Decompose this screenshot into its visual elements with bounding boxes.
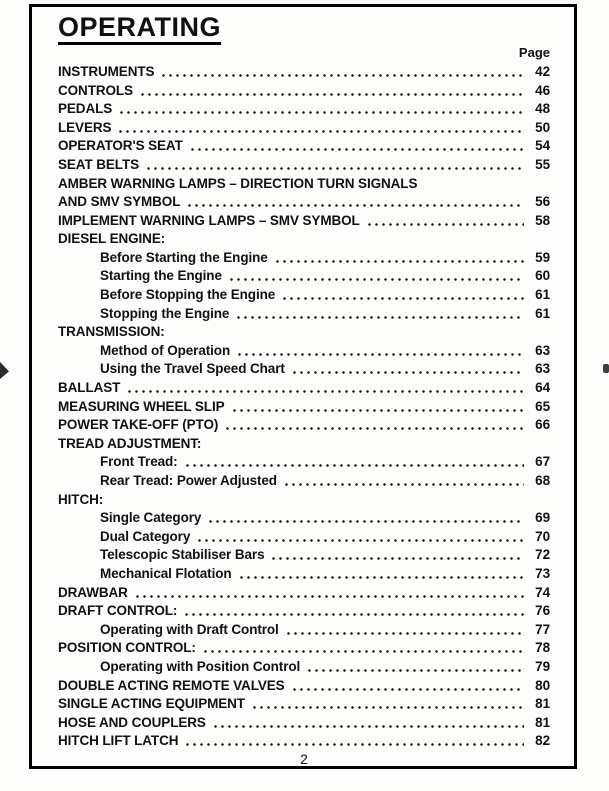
toc-entry-page: 80 (535, 677, 550, 693)
toc-entry (58, 377, 550, 396)
dot-leader (145, 167, 524, 170)
toc-entry (58, 303, 550, 322)
toc-entry-label: DOUBLE ACTING REMOTE VALVES (58, 677, 285, 693)
dot-leader (235, 316, 524, 319)
footer-page-number: 2 (300, 751, 308, 768)
toc-entry (58, 117, 550, 136)
toc-entry-page: 54 (535, 138, 550, 154)
toc-entry-page: 79 (535, 658, 550, 674)
toc-entry (58, 452, 550, 471)
toc-entry-page: 78 (535, 640, 550, 656)
dot-leader (283, 483, 524, 486)
dot-leader (270, 557, 524, 560)
dot-leader (117, 130, 524, 133)
page-title: OPERATING (58, 13, 221, 45)
toc-entry-label: DIESEL ENGINE: (58, 231, 166, 247)
toc-entry-page: 61 (535, 287, 550, 303)
dot-leader (224, 427, 524, 430)
dot-leader (160, 74, 524, 77)
toc-entry-page: 63 (535, 342, 550, 358)
toc-entry (58, 619, 550, 638)
toc-entry (58, 61, 550, 80)
dot-leader (281, 297, 524, 300)
toc-entry (58, 322, 550, 341)
toc-entry-label: POWER TAKE-OFF (PTO) (58, 417, 219, 433)
dot-leader (171, 334, 524, 337)
scan-artifact (603, 364, 609, 373)
toc-entry (58, 229, 550, 248)
page-border-frame (29, 4, 577, 769)
toc-entry (58, 712, 550, 731)
toc-entry-label: SEAT BELTS (58, 156, 140, 172)
toc-entry (58, 694, 550, 713)
toc-entry (58, 489, 550, 508)
toc-entry-label: BALLAST (58, 380, 121, 396)
page-title-wrap (58, 13, 550, 45)
dot-leader (423, 186, 524, 189)
toc-entry-page: 81 (535, 696, 550, 712)
toc-entry-label: POSITION CONTROL: (58, 640, 196, 656)
page-column-header: Page (518, 45, 550, 61)
toc-entry-label: Stopping the Engine (100, 305, 230, 321)
toc-entry-label: Single Category (100, 510, 202, 526)
toc-entry-page: 67 (535, 454, 550, 470)
toc-entry-page: 73 (535, 565, 550, 581)
toc-entry-page: 69 (535, 510, 550, 526)
toc-entry-page: 68 (535, 473, 550, 488)
toc-entry (58, 508, 550, 527)
toc-entry (58, 563, 550, 582)
dot-leader (251, 706, 524, 709)
toc-entry-label: HOSE AND COUPLERS (58, 714, 206, 730)
toc-entry (58, 582, 550, 601)
toc-entry (58, 154, 550, 173)
dot-leader (291, 371, 524, 374)
dot-leader (274, 260, 524, 263)
toc-entry-label: DRAFT CONTROL: (58, 603, 178, 619)
dot-leader (126, 390, 524, 393)
dot-leader (238, 576, 524, 579)
toc-entry-label: LEVERS (58, 119, 112, 135)
dot-leader (212, 725, 524, 728)
toc-entry (58, 359, 550, 378)
table-of-contents (58, 61, 550, 749)
toc-entry-label: OPERATOR'S SEAT (58, 138, 183, 154)
toc-entry-label: Telescopic Stabiliser Bars (100, 547, 265, 563)
dot-leader (186, 204, 524, 207)
toc-entry-label: Mechanical Flotation (100, 565, 232, 581)
dot-leader (196, 539, 524, 542)
toc-entry (58, 210, 550, 229)
toc-entry (58, 284, 550, 303)
dot-leader (306, 669, 524, 672)
toc-entry (58, 173, 550, 192)
toc-entry-page: 59 (535, 249, 550, 265)
toc-entry-label: CONTROLS (58, 82, 133, 98)
toc-entry (58, 247, 550, 266)
toc-entry-label: Dual Category (100, 528, 191, 544)
dot-leader (118, 111, 524, 114)
toc-entry-page: 42 (535, 63, 550, 79)
toc-entry-label: Operating with Position Control (100, 658, 301, 674)
toc-entry-label: PEDALS (58, 101, 113, 117)
toc-entry-page: 82 (535, 733, 550, 749)
toc-entry (58, 545, 550, 564)
toc-entry (58, 136, 550, 155)
dot-leader (134, 595, 524, 598)
toc-entry-label: HITCH LIFT LATCH (58, 733, 179, 749)
toc-entry-page: 50 (535, 119, 550, 135)
toc-entry-label: Using the Travel Speed Chart (100, 361, 285, 377)
toc-entry (58, 396, 550, 415)
toc-entry (58, 80, 550, 99)
toc-entry-page: 74 (535, 584, 550, 600)
toc-entry-label: Operating with Draft Control (100, 621, 279, 637)
toc-entry-label: INSTRUMENTS (58, 63, 155, 79)
dot-leader (285, 632, 524, 635)
dot-leader (231, 409, 524, 412)
toc-entry-label: DRAWBAR (58, 584, 128, 600)
toc-entry (58, 526, 550, 545)
scan-artifact (0, 362, 9, 379)
toc-entry-page: 56 (535, 194, 550, 210)
toc-entry-page: 61 (535, 305, 550, 321)
toc-entry-page: 81 (535, 714, 550, 730)
toc-entry-page: 48 (535, 101, 550, 117)
toc-entry (58, 470, 550, 489)
toc-entry-page: 76 (535, 603, 550, 619)
dot-leader (202, 650, 524, 653)
toc-entry (58, 340, 550, 359)
toc-entry-label: AND SMV SYMBOL (58, 194, 181, 210)
toc-entry-label: Method of Operation (100, 342, 231, 358)
toc-entry (58, 433, 550, 452)
dot-leader (207, 520, 524, 523)
toc-entry-page: 77 (535, 621, 550, 637)
dot-leader (184, 743, 524, 746)
toc-entry-page: 58 (535, 212, 550, 228)
toc-entry (58, 266, 550, 285)
dot-leader (139, 93, 524, 96)
toc-entry (58, 731, 550, 750)
dot-leader (171, 241, 524, 244)
toc-entry-label: IMPLEMENT WARNING LAMPS – SMV SYMBOL (58, 212, 360, 228)
dot-leader (207, 446, 524, 449)
toc-entry-label: Front Tread: (100, 454, 178, 470)
toc-entry-label: TRANSMISSION: (58, 324, 165, 340)
toc-entry (58, 415, 550, 434)
toc-entry-label: Before Starting the Engine (100, 249, 268, 265)
toc-entry-label: HITCH: (58, 491, 104, 507)
toc-entry-page: 60 (535, 268, 550, 284)
toc-entry-page: 46 (535, 82, 550, 98)
dot-leader (236, 353, 524, 356)
toc-entry-label: Starting the Engine (100, 268, 222, 284)
dot-leader (366, 223, 524, 226)
toc-entry-page: 55 (535, 156, 550, 172)
dot-leader (184, 464, 524, 467)
toc-entry-label: Rear Tread: Power Adjusted (100, 473, 277, 488)
toc-entry-label: TREAD ADJUSTMENT: (58, 435, 202, 451)
toc-entry-label: SINGLE ACTING EQUIPMENT (58, 696, 245, 712)
dot-leader (189, 148, 524, 151)
toc-entry-page: 66 (535, 417, 550, 433)
toc-entry (58, 99, 550, 118)
toc-entry-page: 65 (535, 398, 550, 414)
toc-entry-label: MEASURING WHEEL SLIP (58, 398, 225, 414)
toc-entry (58, 675, 550, 694)
dot-leader (291, 688, 524, 691)
toc-entry (58, 638, 550, 657)
toc-entry (58, 192, 550, 211)
toc-entry-page: 64 (535, 380, 550, 396)
toc-entry-label: Before Stopping the Engine (100, 287, 276, 303)
toc-entry (58, 656, 550, 675)
toc-entry-label: AMBER WARNING LAMPS – DIRECTION TURN SIGNALS (58, 175, 418, 191)
toc-entry-page: 70 (535, 528, 550, 544)
toc-entry-page: 72 (535, 547, 550, 563)
toc-entry-page: 63 (535, 361, 550, 377)
dot-leader (228, 278, 524, 281)
dot-leader (109, 502, 524, 505)
toc-entry (58, 601, 550, 620)
dot-leader (183, 613, 524, 616)
